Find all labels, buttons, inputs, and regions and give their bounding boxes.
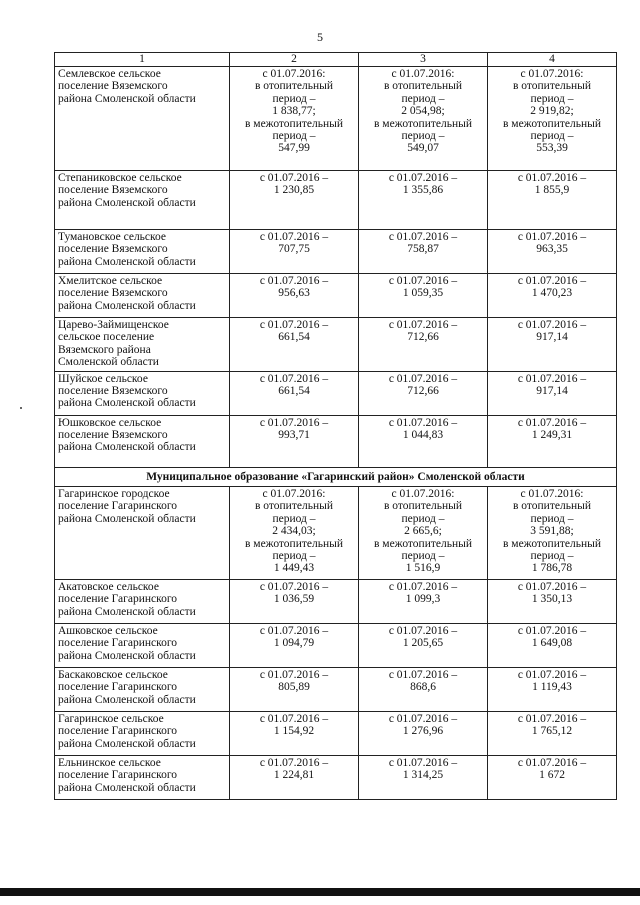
tariff-col-3-line: период – xyxy=(401,130,445,143)
tariff-col-3 xyxy=(359,171,488,230)
tariff-col-2-line: 661,54 xyxy=(278,331,310,344)
tariff-col-3 xyxy=(359,756,488,800)
tariff-col-2 xyxy=(230,668,359,712)
scan-speck xyxy=(20,407,22,409)
tariff-col-2 xyxy=(230,624,359,668)
tariff-col-4 xyxy=(488,274,617,318)
tariff-col-2 xyxy=(230,67,359,171)
tariff-col-2-line: 707,75 xyxy=(278,243,310,256)
table-row xyxy=(55,756,617,800)
tariff-col-2-line: с 01.07.2016 – xyxy=(259,319,329,331)
tariff-col-2-line: с 01.07.2016: xyxy=(262,68,326,80)
tariff-col-4-line: 1 249,31 xyxy=(531,429,573,442)
tariff-col-2 xyxy=(230,371,359,415)
tariff-col-2 xyxy=(230,756,359,800)
settlement-name-line: Баскаковское сельское xyxy=(58,669,168,682)
tariff-col-4-line: 1 672 xyxy=(539,769,565,782)
settlement-name-line: Степаниковское сельское xyxy=(58,172,182,184)
tariff-col-3-line: в отопительный xyxy=(384,500,462,513)
tariff-col-3-line: с 01.07.2016 – xyxy=(388,581,458,594)
settlement-name-line: Гагаринское сельское xyxy=(58,713,164,726)
tariff-col-4-line: 3 591,88; xyxy=(530,525,574,538)
column-header-1: 1 xyxy=(55,53,230,67)
settlement-name xyxy=(55,668,230,712)
tariff-col-3-line: 2 054,98; xyxy=(401,105,445,118)
tariff-col-2-line: с 01.07.2016 – xyxy=(259,757,329,770)
settlement-name xyxy=(55,487,230,580)
tariff-col-3-line: с 01.07.2016 – xyxy=(388,625,458,638)
settlement-name-line: Тумановское сельское xyxy=(58,231,167,243)
tariff-col-4-line: с 01.07.2016 – xyxy=(517,625,587,638)
table-row xyxy=(55,274,617,318)
tariff-col-3 xyxy=(359,371,488,415)
settlement-name-line: Гагаринское городское xyxy=(58,488,170,501)
tariff-col-4-line: с 01.07.2016 – xyxy=(517,231,587,243)
tariff-col-2-line: 661,54 xyxy=(278,385,310,398)
tariff-col-2 xyxy=(230,487,359,580)
settlement-name-line: Ельнинское сельское xyxy=(58,757,161,770)
settlement-name xyxy=(55,756,230,800)
tariff-col-4 xyxy=(488,171,617,230)
tariff-col-2-line: в отопительный xyxy=(255,500,333,513)
section-heading: Муниципальное образование «Гагаринский район» Смоленской области xyxy=(55,467,617,486)
tariff-col-3 xyxy=(359,67,488,171)
tariff-col-3-line: 1 314,25 xyxy=(402,769,444,782)
header-row xyxy=(55,53,617,67)
settlement-name-line: поселение Вяземского xyxy=(58,243,168,256)
tariff-col-2-line: 2 434,03; xyxy=(272,525,316,538)
settlement-name-line: Шуйское сельское xyxy=(58,372,148,385)
tariff-col-3-line: с 01.07.2016 – xyxy=(388,319,458,331)
tariff-col-4-line: с 01.07.2016: xyxy=(520,68,584,80)
tariff-col-2-line: 956,63 xyxy=(278,287,310,300)
page-number: 5 xyxy=(317,30,323,44)
tariff-col-4-line: в отопительный xyxy=(513,80,591,93)
tariff-col-2-line: период – xyxy=(272,92,316,105)
settlement-name-line: поселение Вяземского xyxy=(58,429,168,442)
tariff-col-4 xyxy=(488,668,617,712)
tariff-col-2-line: с 01.07.2016: xyxy=(262,488,326,501)
tariff-col-3 xyxy=(359,318,488,372)
tariff-col-3-line: 1 059,35 xyxy=(402,287,444,300)
tariff-col-2-line: период – xyxy=(272,550,316,563)
tariff-col-4-line: 1 786,78 xyxy=(531,562,573,575)
tariff-col-3-line: с 01.07.2016 – xyxy=(388,231,458,243)
tariff-col-2-line: в отопительный xyxy=(255,80,333,93)
settlement-name-line: Вяземского района xyxy=(58,343,151,356)
tariff-col-2-line: с 01.07.2016 – xyxy=(259,416,329,429)
tariff-col-3-line: с 01.07.2016 – xyxy=(388,713,458,726)
tariff-col-4-line: период – xyxy=(530,130,574,143)
tariff-col-4 xyxy=(488,580,617,624)
tariff-col-3-line: 868,6 xyxy=(410,681,436,694)
tariff-col-3-line: с 01.07.2016: xyxy=(391,488,455,501)
tariff-col-3-line: с 01.07.2016: xyxy=(391,68,455,80)
tariff-col-3-line: в отопительный xyxy=(384,80,462,93)
tariff-col-3 xyxy=(359,415,488,467)
table-row xyxy=(55,624,617,668)
tariff-col-3-line: 1 516,9 xyxy=(405,562,441,575)
table-row xyxy=(55,171,617,230)
tariff-col-4 xyxy=(488,230,617,274)
table-row xyxy=(55,415,617,467)
tariff-col-3 xyxy=(359,668,488,712)
tariff-table xyxy=(54,52,617,800)
bottom-scan-bar xyxy=(0,888,640,896)
tariff-col-2-line: с 01.07.2016 – xyxy=(259,172,329,184)
table-row xyxy=(55,712,617,756)
settlement-name-line: района Смоленской области xyxy=(58,255,196,268)
table-row xyxy=(55,668,617,712)
settlement-name-line: Ашковское сельское xyxy=(58,625,158,638)
settlement-name xyxy=(55,171,230,230)
settlement-name-line: района Смоленской области xyxy=(58,299,196,312)
tariff-col-2-line: с 01.07.2016 – xyxy=(259,581,329,594)
tariff-col-4-line: 2 919,82; xyxy=(530,105,574,118)
tariff-col-4-line: с 01.07.2016 – xyxy=(517,319,587,331)
settlement-name-line: района Смоленской области xyxy=(58,605,196,618)
tariff-col-3 xyxy=(359,580,488,624)
tariff-col-3-line: 758,87 xyxy=(407,243,439,256)
tariff-col-3-line: 1 099,3 xyxy=(405,593,441,606)
tariff-col-3-line: с 01.07.2016 – xyxy=(388,416,458,429)
table-row xyxy=(55,487,617,580)
tariff-col-3-line: 1 355,86 xyxy=(402,184,444,197)
settlement-name-line: района Смоленской области xyxy=(58,441,196,454)
tariff-col-2-line: с 01.07.2016 – xyxy=(259,625,329,638)
tariff-col-4-line: 917,14 xyxy=(536,385,568,398)
settlement-name-line: поселение Гагаринского xyxy=(58,593,178,606)
tariff-col-3-line: с 01.07.2016 – xyxy=(388,172,458,184)
tariff-col-4-line: период – xyxy=(530,550,574,563)
tariff-col-4 xyxy=(488,318,617,372)
settlement-name xyxy=(55,318,230,372)
tariff-col-2-line: период – xyxy=(272,512,316,525)
tariff-col-3 xyxy=(359,487,488,580)
settlement-name-line: поселение Вяземского xyxy=(58,385,168,398)
settlement-name-line: района Смоленской области xyxy=(58,397,196,410)
tariff-col-4 xyxy=(488,712,617,756)
table-row xyxy=(55,371,617,415)
tariff-col-3-line: в межотопительный xyxy=(373,537,473,550)
tariff-col-3-line: 1 276,96 xyxy=(402,725,444,738)
tariff-col-2-line: 1 230,85 xyxy=(273,184,315,197)
table-row xyxy=(55,67,617,171)
tariff-col-3-line: с 01.07.2016 – xyxy=(388,669,458,682)
tariff-col-2 xyxy=(230,171,359,230)
tariff-col-4-line: с 01.07.2016 – xyxy=(517,757,587,770)
tariff-col-4 xyxy=(488,624,617,668)
settlement-name-line: района Смоленской области xyxy=(58,737,196,750)
tariff-col-3-line: 549,07 xyxy=(407,142,439,155)
tariff-col-4-line: 963,35 xyxy=(536,243,568,256)
tariff-col-2-line: 1 838,77; xyxy=(272,105,316,118)
tariff-col-4-line: 1 765,12 xyxy=(531,725,573,738)
tariff-col-3-line: 1 205,65 xyxy=(402,637,444,650)
column-header-2: 2 xyxy=(230,53,359,67)
settlement-name xyxy=(55,230,230,274)
settlement-name-line: Хмелитское сельское xyxy=(58,275,163,287)
tariff-col-2-line: с 01.07.2016 – xyxy=(259,231,329,243)
settlement-name-line: сельское поселение xyxy=(58,331,155,344)
settlement-name-line: поселение Гагаринского xyxy=(58,500,178,513)
tariff-col-4-line: 917,14 xyxy=(536,331,568,344)
tariff-col-4-line: с 01.07.2016 – xyxy=(517,669,587,682)
tariff-col-3-line: период – xyxy=(401,92,445,105)
tariff-col-2-line: 805,89 xyxy=(278,681,310,694)
tariff-col-3-line: 712,66 xyxy=(407,331,439,344)
tariff-col-2-line: 1 224,81 xyxy=(273,769,315,782)
tariff-col-2-line: в межотопительный xyxy=(244,117,344,130)
tariff-col-4-line: в межотопительный xyxy=(502,117,602,130)
settlement-name-line: Смоленской области xyxy=(58,356,159,369)
tariff-col-4-line: 1 470,23 xyxy=(531,287,573,300)
settlement-name-line: Акатовское сельское xyxy=(58,581,159,594)
settlement-name-line: Семлевское сельское xyxy=(58,68,161,80)
tariff-table-body xyxy=(55,53,617,800)
tariff-col-4 xyxy=(488,371,617,415)
tariff-col-3-line: период – xyxy=(401,550,445,563)
tariff-col-2 xyxy=(230,415,359,467)
tariff-col-4 xyxy=(488,415,617,467)
settlement-name-line: района Смоленской области xyxy=(58,693,196,706)
tariff-col-3 xyxy=(359,230,488,274)
tariff-col-2-line: 1 094,79 xyxy=(273,637,315,650)
tariff-col-2-line: 1 449,43 xyxy=(273,562,315,575)
settlement-name-line: поселение Гагаринского xyxy=(58,725,178,738)
column-header-3: 3 xyxy=(359,53,488,67)
settlement-name-line: района Смоленской области xyxy=(58,649,196,662)
tariff-col-3 xyxy=(359,712,488,756)
tariff-col-2-line: 1 154,92 xyxy=(273,725,315,738)
settlement-name xyxy=(55,624,230,668)
tariff-col-4-line: с 01.07.2016 – xyxy=(517,372,587,385)
settlement-name xyxy=(55,580,230,624)
column-header-4: 4 xyxy=(488,53,617,67)
table-row xyxy=(55,580,617,624)
settlement-name-line: поселение Вяземского xyxy=(58,184,168,197)
tariff-col-3-line: с 01.07.2016 – xyxy=(388,372,458,385)
tariff-col-2-line: период – xyxy=(272,130,316,143)
tariff-col-4-line: с 01.07.2016: xyxy=(520,488,584,501)
tariff-col-4-line: период – xyxy=(530,512,574,525)
tariff-col-3 xyxy=(359,274,488,318)
table-row xyxy=(55,318,617,372)
tariff-col-2-line: с 01.07.2016 – xyxy=(259,669,329,682)
settlement-name-line: поселение Вяземского xyxy=(58,80,168,93)
settlement-name xyxy=(55,67,230,171)
tariff-col-4-line: 1 649,08 xyxy=(531,637,573,650)
settlement-name-line: Юшковское сельское xyxy=(58,416,162,429)
table-row xyxy=(55,230,617,274)
settlement-name xyxy=(55,712,230,756)
tariff-col-2 xyxy=(230,712,359,756)
tariff-col-4-line: с 01.07.2016 – xyxy=(517,172,587,184)
tariff-col-2-line: с 01.07.2016 – xyxy=(259,275,329,287)
tariff-col-3-line: с 01.07.2016 – xyxy=(388,757,458,770)
tariff-col-4-line: в отопительный xyxy=(513,500,591,513)
tariff-col-3-line: 1 044,83 xyxy=(402,429,444,442)
tariff-col-4 xyxy=(488,67,617,171)
tariff-col-3-line: в межотопительный xyxy=(373,117,473,130)
settlement-name-line: Царево-Займищенское xyxy=(58,319,169,331)
tariff-col-3-line: 2 665,6; xyxy=(404,525,442,538)
settlement-name-line: поселение Вяземского xyxy=(58,287,168,300)
tariff-col-4-line: в межотопительный xyxy=(502,537,602,550)
tariff-col-3-line: с 01.07.2016 – xyxy=(388,275,458,287)
tariff-col-4 xyxy=(488,487,617,580)
tariff-col-4-line: с 01.07.2016 – xyxy=(517,416,587,429)
tariff-col-2-line: с 01.07.2016 – xyxy=(259,372,329,385)
tariff-col-4 xyxy=(488,756,617,800)
section-row xyxy=(55,467,617,486)
tariff-col-3 xyxy=(359,624,488,668)
settlement-name-line: района Смоленской области xyxy=(58,92,196,105)
settlement-name-line: района Смоленской области xyxy=(58,196,196,209)
tariff-col-4-line: период – xyxy=(530,92,574,105)
tariff-col-2-line: 993,71 xyxy=(278,429,310,442)
tariff-col-4-line: с 01.07.2016 – xyxy=(517,713,587,726)
tariff-col-2 xyxy=(230,230,359,274)
tariff-col-4-line: 553,39 xyxy=(536,142,568,155)
tariff-col-4-line: 1 855,9 xyxy=(534,184,570,197)
tariff-col-2 xyxy=(230,274,359,318)
settlement-name xyxy=(55,415,230,467)
tariff-col-2-line: 1 036,59 xyxy=(273,593,315,606)
tariff-col-2 xyxy=(230,318,359,372)
settlement-name-line: поселение Гагаринского xyxy=(58,637,178,650)
settlement-name-line: поселение Гагаринского xyxy=(58,769,178,782)
settlement-name xyxy=(55,371,230,415)
settlement-name-line: района Смоленской области xyxy=(58,781,196,794)
settlement-name xyxy=(55,274,230,318)
tariff-col-2-line: в межотопительный xyxy=(244,537,344,550)
tariff-col-3-line: 712,66 xyxy=(407,385,439,398)
tariff-col-2-line: 547,99 xyxy=(278,142,310,155)
tariff-col-3-line: период – xyxy=(401,512,445,525)
tariff-col-2-line: с 01.07.2016 – xyxy=(259,713,329,726)
tariff-col-4-line: с 01.07.2016 – xyxy=(517,581,587,594)
tariff-col-4-line: с 01.07.2016 – xyxy=(517,275,587,287)
settlement-name-line: района Смоленской области xyxy=(58,512,196,525)
tariff-col-2 xyxy=(230,580,359,624)
settlement-name-line: поселение Гагаринского xyxy=(58,681,178,694)
tariff-col-4-line: 1 119,43 xyxy=(532,681,572,694)
tariff-col-4-line: 1 350,13 xyxy=(531,593,573,606)
